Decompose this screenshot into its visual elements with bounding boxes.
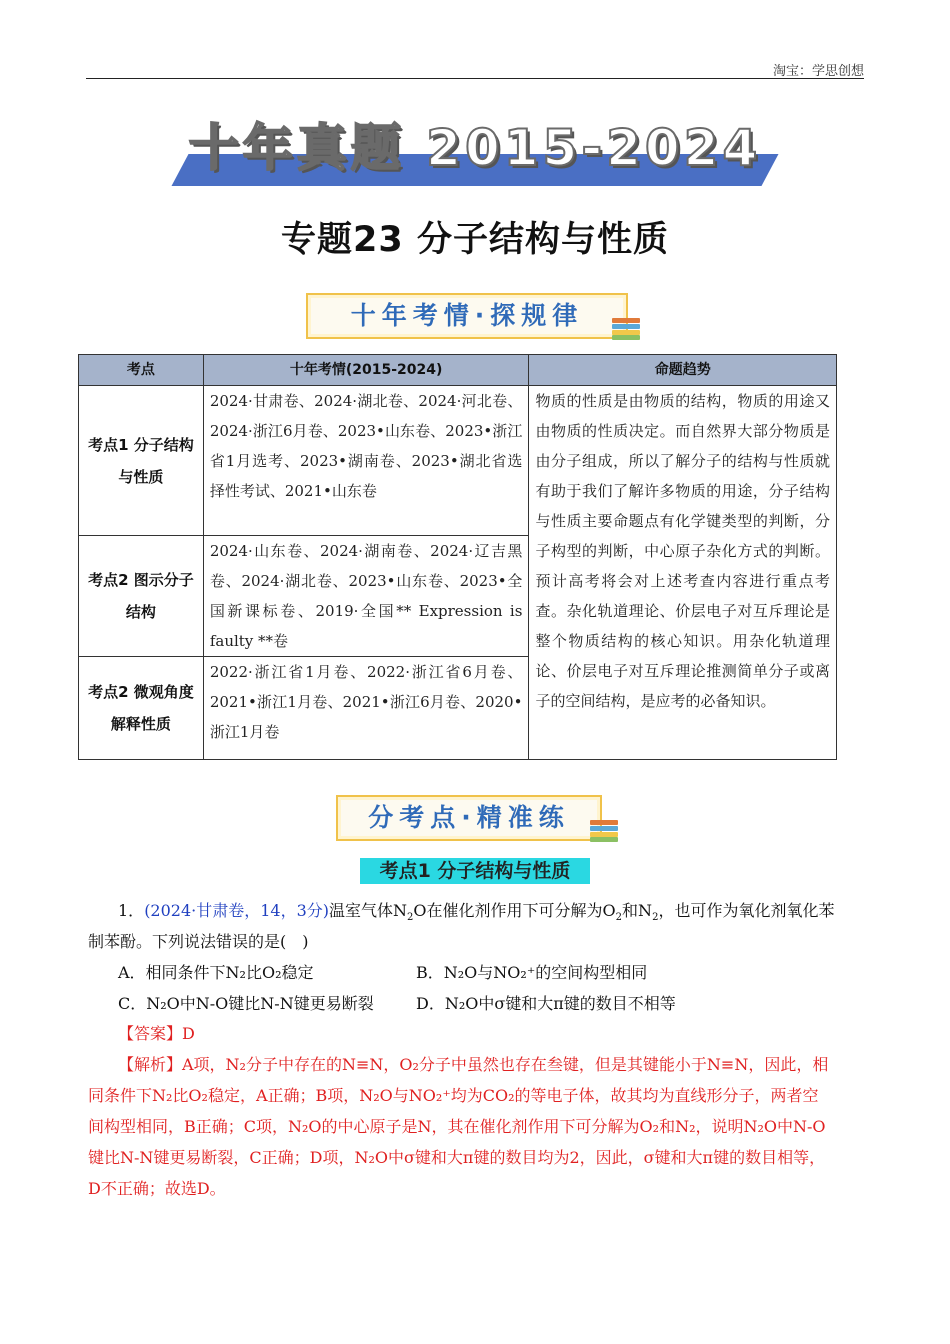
table-cell-kp: 考点1 分子结构与性质 — [79, 386, 204, 536]
table-header-trend: 命题趋势 — [529, 355, 837, 386]
option-d: D．N₂O中σ键和大π键的数目不相等 — [416, 994, 676, 1013]
option-c: C．N₂O中N-O键比N-N键更易断裂 — [118, 994, 374, 1013]
header-note: 淘宝：学思创想 — [772, 64, 864, 79]
exam-trend-table — [78, 354, 837, 760]
analysis-line: D不正确；故选D。 — [88, 1179, 226, 1198]
question-stem-line2: 制苯酚。下列说法错误的是( ) — [88, 932, 309, 951]
question-stem: 1．(2024·甘肃卷，14，3分)温室气体$N_2O$在催化剂作用下可分解为$O_2$和$N_2$，也可作为氧化剂氧化苯 — [118, 901, 835, 924]
title-banner — [180, 118, 770, 186]
section-badge-practice: 分考点·精准练 — [336, 795, 602, 841]
table-header-kp: 考点 — [79, 355, 204, 386]
analysis-line: 同条件下N₂比O₂稳定，A正确；B项，N₂O与NO₂⁺均为CO₂的等电子体，故其均为直线形分子，两者空 — [88, 1086, 819, 1105]
stem-text: 温室气体N — [329, 901, 408, 920]
table-cell-kp: 考点2 微观角度解释性质 — [79, 657, 204, 760]
kp1-heading: 考点1 分子结构与性质 — [360, 858, 590, 884]
question-number: 1． — [118, 901, 145, 920]
table-cell-years: 2024·山东卷、2024·湖南卷、2024·辽吉黑卷、2024·湖北卷、2023•山东卷、2023•全国新课标卷、2019·全国** Expression is faulty **卷 — [203, 536, 529, 657]
question-source: (2024·甘肃卷，14，3分) — [144, 901, 330, 920]
stem-text: 和N — [622, 901, 653, 920]
section-badge-trends: 十年考情·探规律 — [306, 293, 628, 339]
analysis-line: 【解析】A项，N₂分子中存在的N≡N，O₂分子中虽然也存在叁键，但是其键能小于N≡N，因此，相 — [118, 1055, 829, 1074]
books-icon — [612, 318, 642, 340]
stem-text: ，也可作为氧化剂氧化苯 — [658, 901, 835, 920]
table-cell-kp: 考点2 图示分子结构 — [79, 536, 204, 657]
page-title: 专题23 分子结构与性质 — [281, 220, 669, 260]
option-a: A．相同条件下N₂比O₂稳定 — [118, 963, 314, 982]
analysis-line: 间构型相同，B正确；C项，N₂O的中心原子是N，其在催化剂作用下可分解为O₂和N₂，说明N₂O中N-O — [88, 1117, 826, 1136]
stem-text: O在催化剂作用下可分解为O — [413, 901, 616, 920]
analysis-line: 键比N-N键更易断裂，C正确；D项，N₂O中σ键和大π键的数目均为2，因此，σ键和大π键的数目相等， — [88, 1148, 826, 1167]
books-icon — [590, 820, 620, 842]
table-cell-years: 2022·浙江省1月卷、2022·浙江省6月卷、2021•浙江1月卷、2021•浙江6月卷、2020•浙江1月卷 — [203, 657, 529, 760]
table-cell-trend: 物质的性质是由物质的结构，物质的用途又由物质的性质决定。而自然界大部分物质是由分子组成，所以了解分子的结构与性质就有助于我们了解许多物质的用途，分子结构与性质主要命题点有化学键类型的判断，分子构型的判断，中心原子杂化方式的判断。预计高考将会对上述考查内容进行重点考查。杂化轨道理论、价层电子对互斥理论是整个物质结构的核心知识。用杂化轨道理论、价层电子对互斥理论推测简单分子或离子的空间结构，是应考的必备知识。 — [529, 386, 837, 760]
banner-text: 十年真题 2015-2024 — [188, 119, 762, 177]
header-divider — [86, 78, 864, 79]
option-b: B．N₂O与NO₂⁺的空间构型相同 — [416, 963, 648, 982]
table-header-years: 十年考情(2015-2024) — [203, 355, 529, 386]
answer-line: 【答案】D — [118, 1024, 195, 1043]
table-cell-years: 2024·甘肃卷、2024·湖北卷、2024·河北卷、2024·浙江6月卷、2023•山东卷、2023•浙江省1月选考、2023•湖南卷、2023•湖北省选择性考试、2021•山东卷 — [203, 386, 529, 536]
